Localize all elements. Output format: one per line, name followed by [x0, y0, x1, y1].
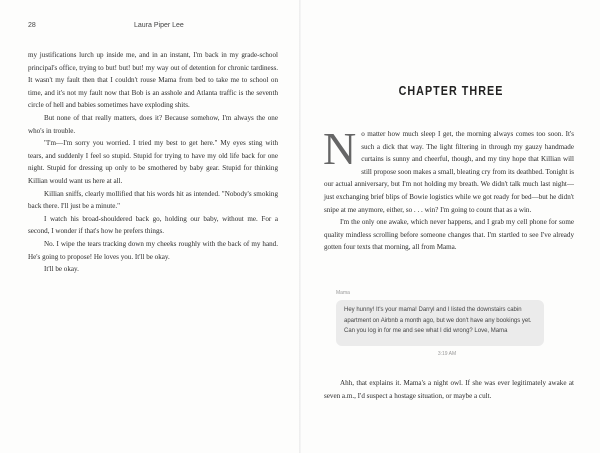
- book-gutter: [299, 0, 301, 453]
- message-bubble: Hey hunny! It's your mama! Darryl and I listed the downstairs cabin apartment on Airbnb a month ago, but we don't have any bookings yet. Can you log in for me and see what I did wrong? Love, Mama: [336, 300, 544, 346]
- page-number: 28: [28, 22, 36, 29]
- paragraph: Killian sniffs, clearly mollified that his words hit as intended. "Nobody's smoking back there. I'll just be a minute.": [28, 189, 278, 211]
- message-timestamp: 3:19 AM: [437, 351, 457, 357]
- paragraph: It'll be okay.: [44, 265, 79, 274]
- message-sender: Mama: [336, 290, 350, 296]
- chapter-title: CHAPTER THREE: [398, 84, 504, 98]
- author-name: Laura Piper Lee: [134, 22, 184, 29]
- left-body-text: [28, 49, 278, 276]
- paragraph: "I'm—I'm sorry you worried. I tried my best to get here." My eyes sting with tears, and suddenly I feel so stupid. Stupid for trying to have my old life back for one night. Stupid for dressing up only to be smothered by baby gear. Stupid for thinking Killian would want us here at all.: [28, 139, 278, 185]
- paragraph: Ahh, that explains it. Mama's a night owl. If she was ever legitimately awake at seven a.m., I'd suspect a hostage situation, or maybe a cult.: [324, 379, 574, 400]
- right-body-text-continued: [324, 377, 574, 402]
- paragraph: No. I wipe the tears tracking down my cheeks roughly with the back of my hand. He's going to propose! He loves you. It'll be okay.: [28, 239, 278, 261]
- paragraph: I'm the only one awake, which never happens, and I grab my cell phone for some quality mindless scrolling before someone changes that. I'm startled to see I've already gotten four texts that morning, all from Mama.: [324, 218, 574, 252]
- drop-cap: N: [323, 123, 357, 174]
- right-page: [302, 0, 600, 453]
- opening-paragraph: [323, 123, 574, 216]
- right-body-text: [323, 123, 574, 254]
- paragraph: I watch his broad-shouldered back go, holding our baby, without me. For a second, I wonder if that's how he prefers things.: [28, 214, 278, 236]
- opening-paragraph-text: o matter how much sleep I get, the morning always comes too soon. It's such a dick that way. The light filtering in through my gauzy handmade curtains is sunny and cheerful, though, and my tiny hope that Killian will still propose soon makes a small, bleating cry from its deathbed. Tonight is our actual anniversary, but I'm not holding my breath. We didn't talk much last night—just exchanging brief blips of Bowie logistics while we got ready for bed—but he didn't snipe at me anymore, either, so . . . win? I'm going to count that as a win.: [324, 130, 574, 214]
- paragraph: But none of that really matters, does it? Because somehow, I'm always the one who's in trouble.: [28, 113, 278, 135]
- left-page: [0, 0, 298, 453]
- paragraph: my justifications lurch up inside me, and in an instant, I'm back in my grade-school principal's office, trying to but! but! but! my way out of detention for chronic tardiness. It wasn't my fault then that I couldn't rouse Mama from bed to take me to school on time, and it's not my fault now that Bob is an asshole and Atlanta traffic is the seventh circle of hell and babies sometimes have exploding shits.: [28, 51, 278, 110]
